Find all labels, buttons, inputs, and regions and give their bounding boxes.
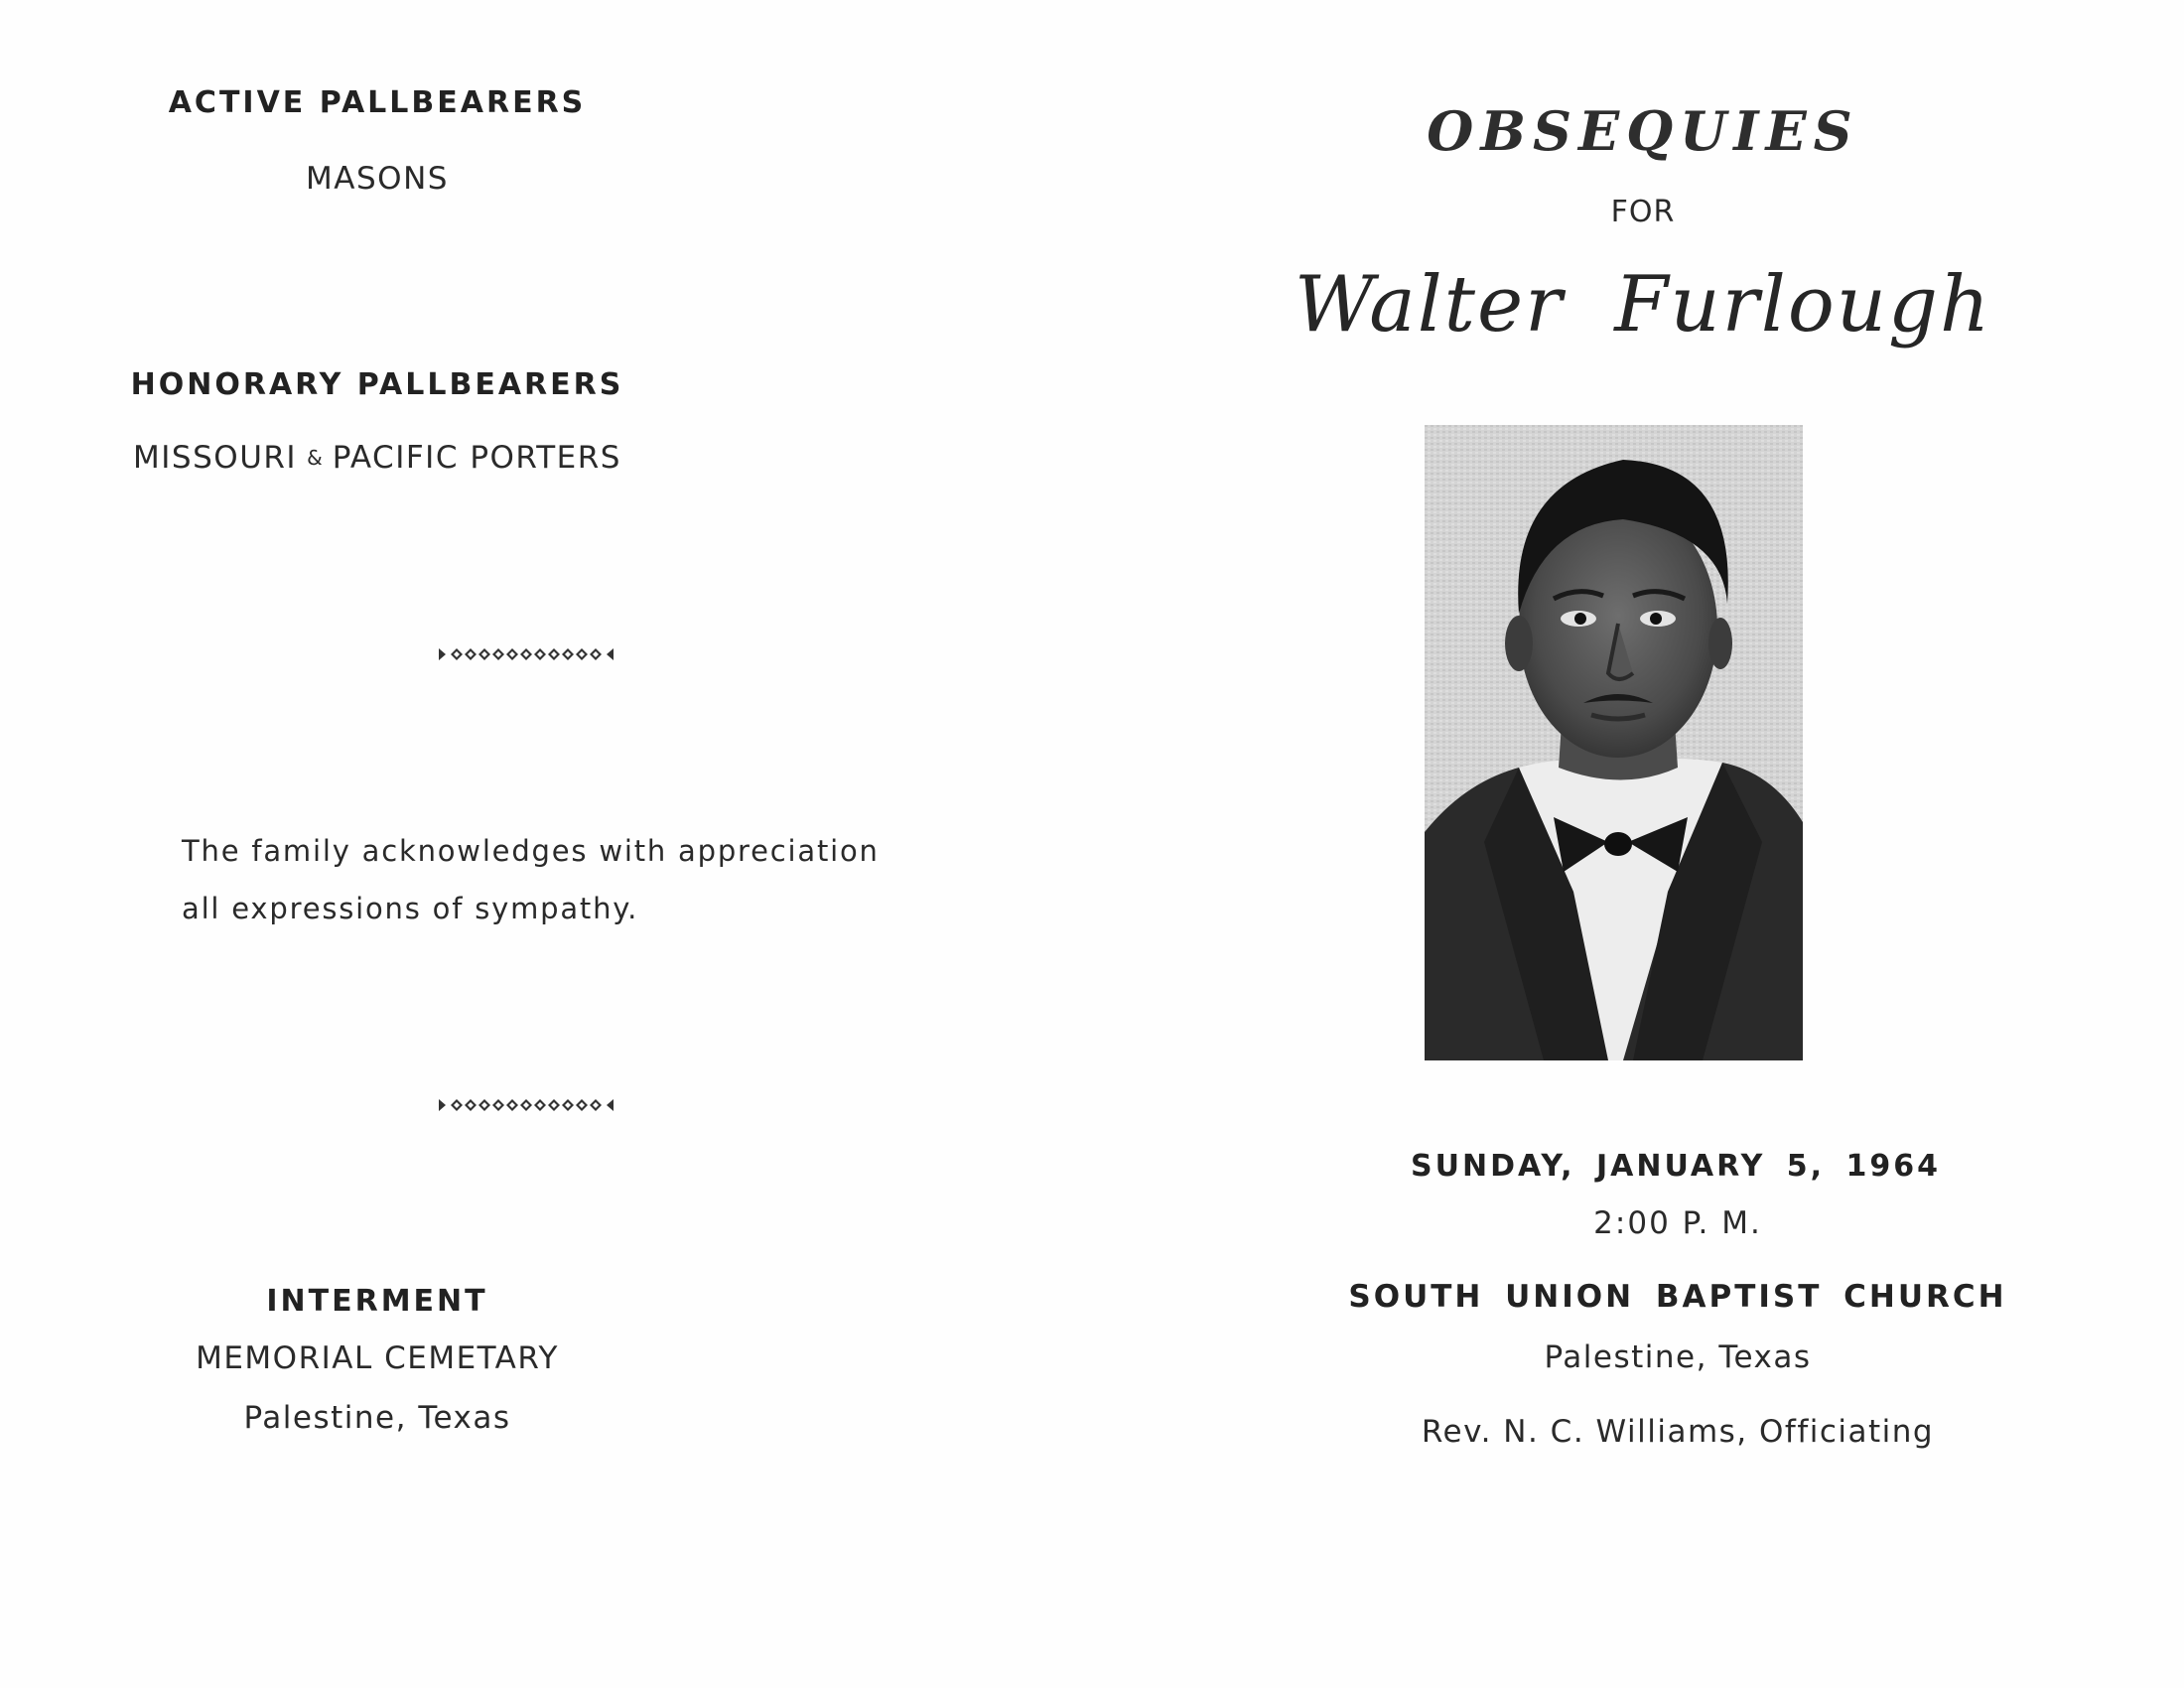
honorary-value-part2: PACIFIC PORTERS: [332, 440, 621, 476]
officiant: Rev. N. C. Williams, Officiating: [1421, 1414, 1935, 1450]
interment-heading: INTERMENT: [266, 1284, 488, 1319]
ornament-divider-icon: [439, 646, 617, 662]
program-title: OBSEQUIES: [1427, 99, 1859, 163]
for-label: FOR: [1610, 195, 1676, 229]
active-pallbearers-heading: ACTIVE PALLBEARERS: [168, 85, 587, 120]
deceased-name: Walter Furlough: [1294, 260, 1992, 350]
acknowledgement-line-1: The family acknowledges with appreciation: [182, 834, 880, 868]
honorary-pallbearers-value: [0, 440, 923, 476]
portrait-photo: [1425, 425, 1803, 1060]
honorary-pallbearers-heading: HONORARY PALLBEARERS: [130, 367, 624, 402]
interment-place: MEMORIAL CEMETARY: [196, 1340, 559, 1376]
interment-city: Palestine, Texas: [243, 1400, 511, 1436]
church-city: Palestine, Texas: [1544, 1339, 1812, 1375]
ampersand: &: [307, 446, 323, 470]
right-panel: [1092, 0, 2184, 1688]
service-date: SUNDAY, JANUARY 5, 1964: [1411, 1149, 1941, 1184]
portrait-photo-icon: [1425, 425, 1803, 1060]
honorary-value-part1: MISSOURI: [133, 440, 298, 476]
acknowledgement-line-2: all expressions of sympathy.: [182, 892, 639, 925]
ornament-divider-icon: [439, 1097, 617, 1113]
active-pallbearers-value: MASONS: [306, 161, 449, 197]
church-name: SOUTH UNION BAPTIST CHURCH: [1348, 1279, 2007, 1315]
service-time: 2:00 P. M.: [1593, 1205, 1762, 1241]
